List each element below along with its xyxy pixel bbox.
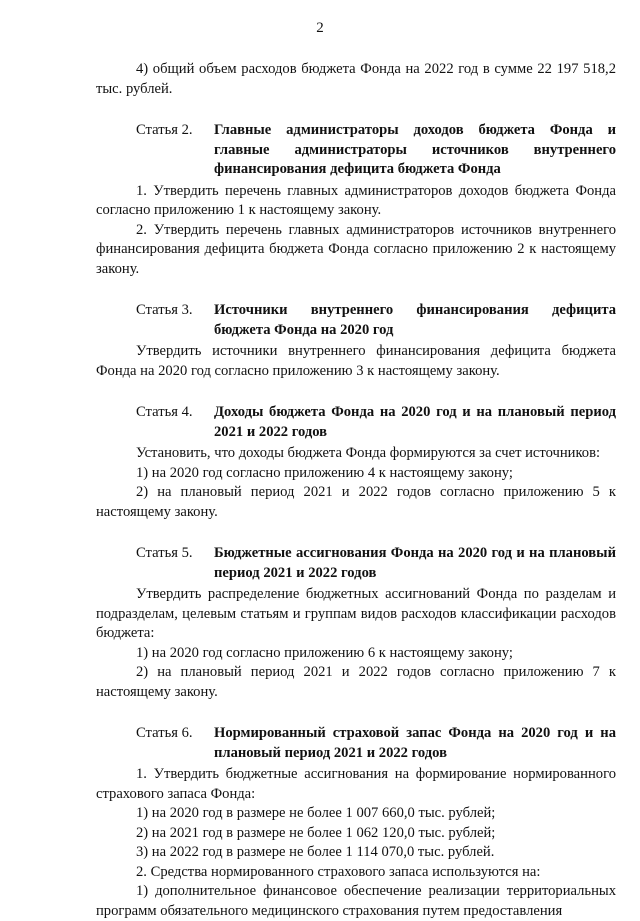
article-label: Статья 5. (136, 545, 193, 561)
article-title: Нормированный страховой запас Фонда на 2020 год и на плановый период 2021 и 2022 годов (214, 725, 616, 761)
article-5-heading (96, 544, 616, 583)
article-title: Источники внутреннего финансирования дефицита бюджета Фонда на 2020 год (214, 302, 616, 338)
paragraph: Утвердить распределение бюджетных ассигнований Фонда по разделам и подразделам, целевым статьям и группам видов расходов классификации расходов бюджета: (96, 586, 616, 641)
article-label: Статья 2. (136, 122, 193, 138)
article-label: Статья 6. (136, 725, 193, 741)
paragraph: 1. Утвердить перечень главных администраторов доходов бюджета Фонда согласно приложению 1 к настоящему закону. (96, 182, 616, 218)
article-6-heading (96, 724, 616, 763)
paragraph: 2) на плановый период 2021 и 2022 годов согласно приложению 7 к настоящему закону. (96, 664, 616, 700)
article-title: Бюджетные ассигнования Фонда на 2020 год и на плановый период 2021 и 2022 годов (214, 545, 616, 581)
article-label: Статья 3. (136, 302, 193, 318)
paragraph: 1) дополнительное финансовое обеспечение реализации территориальных программ обязательного медицинского страхования путем предоставления (96, 883, 616, 919)
paragraph: 1) на 2020 год согласно приложению 4 к настоящему закону; (136, 464, 513, 481)
paragraph: 2. Средства нормированного страхового запаса используются на: (136, 863, 541, 880)
paragraph: 2) на плановый период 2021 и 2022 годов согласно приложению 5 к настоящему закону. (96, 484, 616, 520)
article-title: Доходы бюджета Фонда на 2020 год и на плановый период 2021 и 2022 годов (214, 404, 616, 440)
intro-paragraph: 4) общий объем расходов бюджета Фонда на 2022 год в сумме 22 197 518,2 тыс. рублей. (96, 61, 616, 97)
paragraph: 2. Утвердить перечень главных администраторов источников внутреннего финансирования дефицита бюджета Фонда согласно приложению 2 к настоящему закону. (96, 221, 616, 277)
article-label: Статья 4. (136, 404, 193, 420)
paragraph: Установить, что доходы бюджета Фонда формируются за счет источников: (136, 445, 601, 461)
page-number: 2 (316, 20, 324, 36)
article-title: Главные администраторы доходов бюджета Фонда и главные администраторы источников внутреннего финансирования дефицита бюджета Фонда (214, 122, 616, 177)
paragraph: 3) на 2022 год в размере не более 1 114 070,0 тыс. рублей. (136, 844, 495, 860)
document-body (96, 60, 616, 921)
article-4-heading (96, 403, 616, 442)
article-3-heading (96, 301, 616, 340)
paragraph: Утвердить источники внутреннего финансирования дефицита бюджета Фонда на 2020 год согласно приложению 3 к настоящему закону. (96, 343, 616, 379)
paragraph: 1) на 2020 год согласно приложению 6 к настоящему закону; (136, 644, 513, 661)
paragraph: 2) на 2021 год в размере не более 1 062 120,0 тыс. рублей; (136, 824, 496, 841)
article-2-heading (96, 121, 616, 180)
paragraph: 1) на 2020 год в размере не более 1 007 660,0 тыс. рублей; (136, 805, 496, 821)
paragraph: 1. Утвердить бюджетные ассигнования на формирование нормированного страхового запаса Фонда: (96, 766, 616, 802)
